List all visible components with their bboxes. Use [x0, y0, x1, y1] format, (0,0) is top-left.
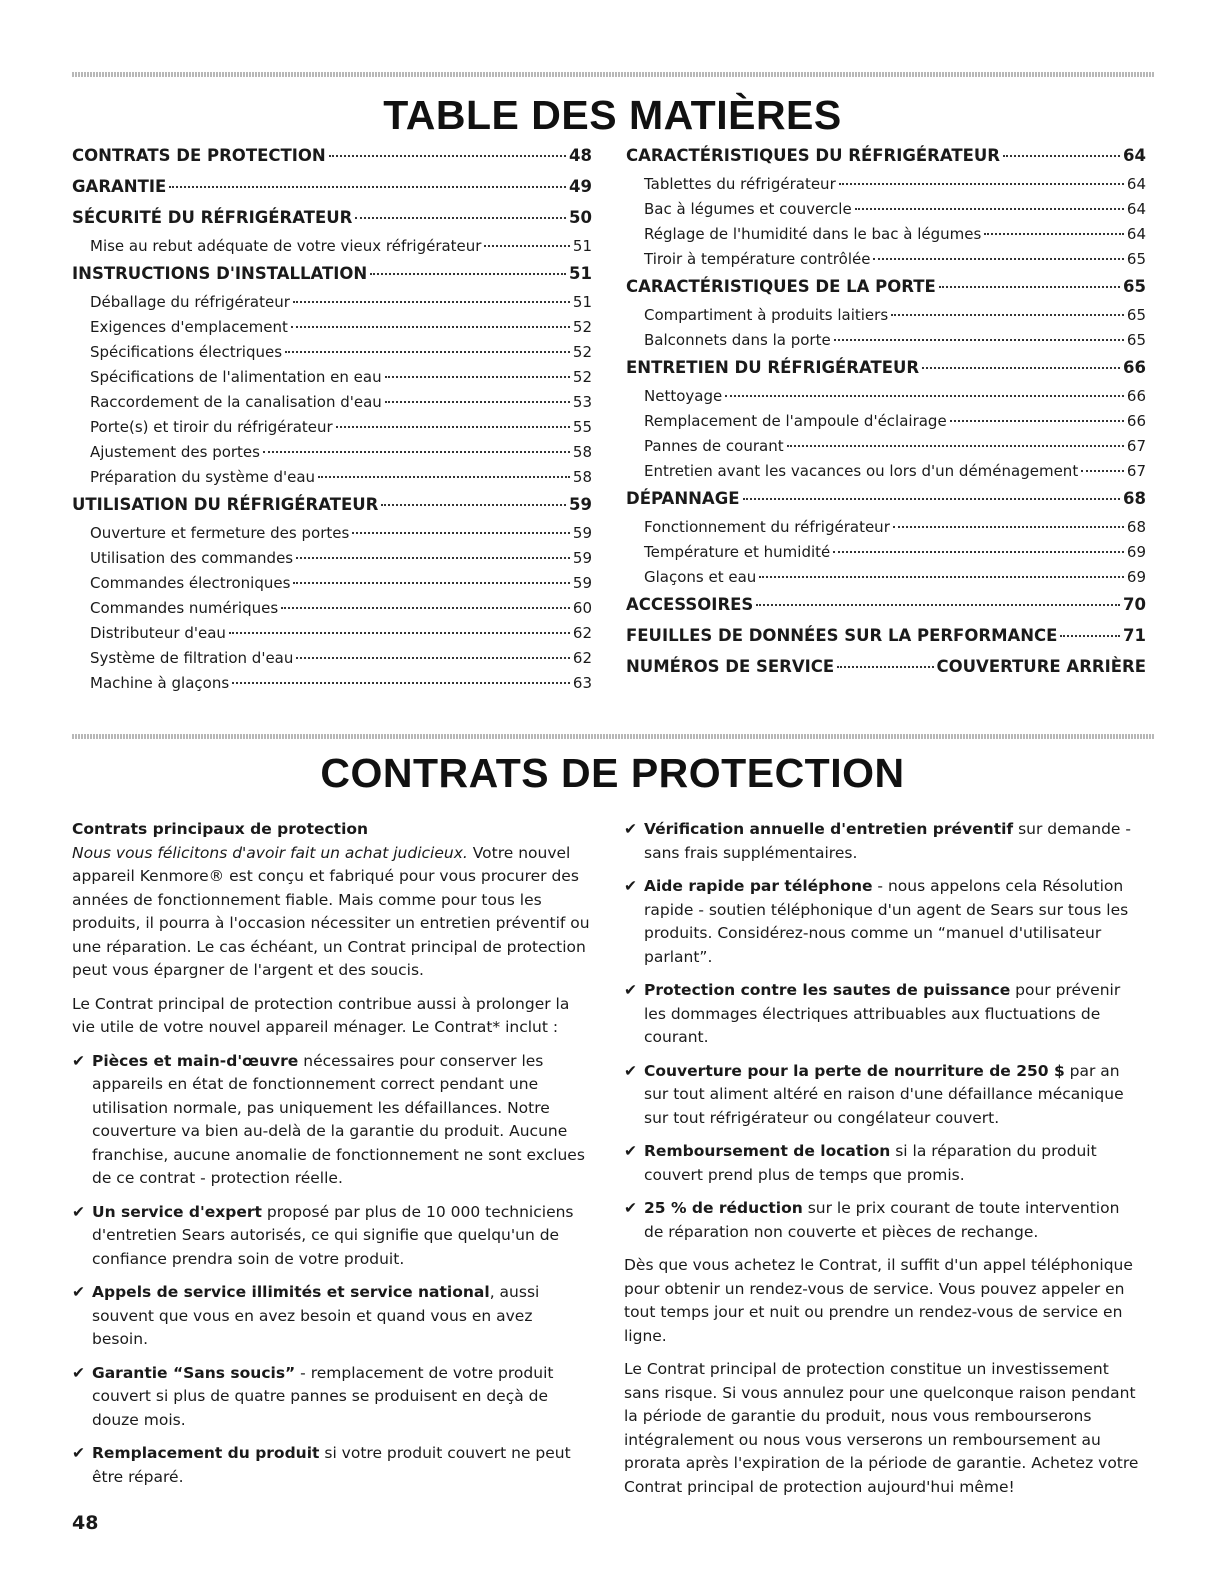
toc-subentry [72, 649, 592, 674]
toc-section-entry [72, 262, 592, 293]
benefit-item [624, 818, 1142, 865]
benefit-lead: Un service d'expert [92, 1202, 262, 1221]
toc-entry-label: Machine à glaçons [90, 674, 230, 692]
toc-entry-label: Déballage du réfrigérateur [90, 293, 290, 311]
toc-page-number: 70 [1123, 595, 1146, 614]
toc-entry-label: Tiroir à température contrôlée [644, 250, 871, 268]
toc-section-entry [626, 624, 1146, 655]
benefit-lead: 25 % de réduction [644, 1199, 803, 1217]
toc-entry-label: SÉCURITÉ DU RÉFRIGÉRATEUR [72, 208, 353, 227]
checkmark-icon: ✔ [72, 1202, 85, 1221]
toc-leader-dots [837, 666, 933, 668]
toc-page-number: 66 [1126, 412, 1146, 430]
benefit-list-right [624, 818, 1142, 1244]
toc-subentry [72, 293, 592, 318]
toc-entry-label: Raccordement de la canalisation d'eau [90, 393, 382, 411]
toc-leader-dots [329, 155, 566, 157]
toc-page-number: 65 [1126, 331, 1146, 349]
toc-leader-dots [743, 498, 1121, 500]
subsection-heading: Contrats principaux de protection [72, 820, 369, 838]
checkmark-icon: ✔ [624, 877, 637, 895]
checkmark-icon: ✔ [72, 1363, 85, 1382]
toc-page-number: 62 [572, 624, 592, 642]
appointment-paragraph: Dès que vous achetez le Contrat, il suffit d'un appel téléphonique pour obtenir un rendez-vous de service. Vous pouvez appeler en tout temps jour et nuit ou prendre un rendez-vous de service en ligne. [624, 1256, 1133, 1345]
page-number: 48 [72, 1512, 99, 1534]
toc-leader-dots [169, 186, 566, 188]
benefit-item [72, 1281, 590, 1352]
toc-entry-label: CARACTÉRISTIQUES DE LA PORTE [626, 277, 936, 296]
toc-section-entry [72, 144, 592, 175]
toc-page-number: 51 [569, 264, 592, 283]
toc-page-number: 69 [1126, 568, 1146, 586]
toc-subentry [72, 343, 592, 368]
toc-entry-label: Ajustement des portes [90, 443, 260, 461]
intro-italic: Nous vous félicitons d'avoir fait un achat judicieux. [72, 843, 468, 862]
toc-leader-dots [281, 607, 570, 609]
toc-entry-label: Température et humidité [644, 543, 831, 561]
toc-page-number: 49 [569, 177, 592, 196]
toc-entry-label: Préparation du système d'eau [90, 468, 316, 486]
toc-section-entry [626, 593, 1146, 624]
toc-page-number: 68 [1123, 489, 1146, 508]
toc-page-number: 71 [1123, 626, 1146, 645]
toc-subentry [72, 574, 592, 599]
protection-right-column [624, 818, 1142, 1509]
toc-leader-dots [922, 367, 1120, 369]
toc-leader-dots [759, 576, 1124, 578]
toc-subentry [72, 468, 592, 493]
toc-entry-label: NUMÉROS DE SERVICE [626, 657, 835, 676]
benefit-item [72, 1362, 590, 1433]
toc-entry-label: Exigences d'emplacement [90, 318, 288, 336]
toc-subentry [72, 624, 592, 649]
toc-page-number: 63 [572, 674, 592, 692]
protection-left-column [72, 818, 590, 1499]
benefit-lead: Remplacement du produit [92, 1444, 320, 1462]
toc-leader-dots [855, 208, 1124, 210]
toc-entry-label: CARACTÉRISTIQUES DU RÉFRIGÉRATEUR [626, 146, 1001, 165]
toc-page-number: 51 [572, 293, 592, 311]
toc-entry-label: Système de filtration d'eau [90, 649, 294, 667]
toc-entry-label: Spécifications de l'alimentation en eau [90, 368, 382, 386]
toc-leader-dots [229, 632, 570, 634]
toc-entry-label: Mise au rebut adéquate de votre vieux réfrigérateur [90, 237, 482, 255]
toc-page-number: 52 [572, 368, 592, 386]
toc-subentry [626, 437, 1146, 462]
toc-entry-label: Tablettes du réfrigérateur [644, 175, 836, 193]
toc-leader-dots [725, 395, 1124, 397]
toc-leader-dots [232, 682, 570, 684]
benefit-item [72, 1050, 590, 1191]
toc-page-number: 65 [1126, 306, 1146, 324]
benefit-lead: Garantie “Sans soucis” [92, 1363, 296, 1382]
toc-entry-label: Fonctionnement du réfrigérateur [644, 518, 890, 536]
benefit-text: si la réparation du produit couvert prend plus de temps que promis. [644, 1142, 1097, 1184]
toc-section-entry [626, 655, 1146, 686]
toc-leader-dots [293, 301, 570, 303]
benefit-lead: Pièces et main-d'œuvre [92, 1051, 299, 1070]
toc-subentry [626, 250, 1146, 275]
benefit-text: nécessaires pour conserver les appareils en état de fonctionnement correct pendant une utilisation normale, pas uniquement les défaillances. Notre couverture va bien au-delà de la garantie du produit. Aucune franchise, aucune anomalie de fonctionnement ne sont exclues de ce contrat - protection réelle. [92, 1051, 585, 1187]
toc-subentry [626, 200, 1146, 225]
toc-leader-dots [1081, 470, 1124, 472]
toc-leader-dots [296, 557, 570, 559]
toc-left-column [72, 144, 592, 699]
toc-subentry [72, 549, 592, 574]
benefit-text: sur demande - sans frais supplémentaires. [644, 820, 1131, 862]
benefit-text: , aussi souvent que vous en avez besoin et quand vous en avez besoin. [92, 1283, 540, 1348]
toc-subentry [626, 543, 1146, 568]
toc-page-number: 66 [1123, 358, 1146, 377]
contract-paragraph: Le Contrat principal de protection contribue aussi à prolonger la vie utile de votre nouvel appareil ménager. Le Contrat* inclut : [72, 994, 570, 1036]
toc-entry-label: Commandes numériques [90, 599, 279, 617]
toc-leader-dots [756, 604, 1120, 606]
toc-page-number: 59 [572, 524, 592, 542]
benefit-item [72, 1201, 590, 1272]
checkmark-icon: ✔ [72, 1444, 85, 1462]
toc-page-number: 64 [1126, 200, 1146, 218]
benefit-lead: Appels de service illimités et service national [92, 1283, 490, 1301]
toc-leader-dots [891, 314, 1124, 316]
benefit-item [624, 979, 1142, 1050]
toc-entry-label: INSTRUCTIONS D'INSTALLATION [72, 264, 368, 283]
toc-entry-label: UTILISATION DU RÉFRIGÉRATEUR [72, 495, 379, 514]
checkmark-icon: ✔ [624, 981, 637, 999]
toc-page-number: 50 [569, 208, 592, 227]
toc-entry-label: GARANTIE [72, 177, 167, 196]
toc-leader-dots [984, 233, 1124, 235]
benefit-item [72, 1442, 590, 1489]
toc-page-number: 62 [572, 649, 592, 667]
toc-page-number: 66 [1126, 387, 1146, 405]
refund-paragraph: Le Contrat principal de protection constitue un investissement sans risque. Si vous annulez pour une quelconque raison pendant la période de garantie du produit, nous vous rembourserons intégralement ou nous vous verserons un remboursement au prorata après l'expiration de la période de garantie. Achetez votre Contrat principal de protection aujourd'hui même! [624, 1360, 1139, 1496]
toc-subentry [72, 599, 592, 624]
toc-subentry [626, 225, 1146, 250]
toc-subentry [626, 518, 1146, 543]
toc-subentry [72, 393, 592, 418]
toc-section-entry [72, 175, 592, 206]
toc-subentry [72, 524, 592, 549]
toc-page-number: 52 [572, 343, 592, 361]
benefit-list-left [72, 1050, 590, 1490]
checkmark-icon: ✔ [624, 1142, 637, 1160]
benefit-lead: Couverture pour la perte de nourriture de 250 $ [644, 1061, 1065, 1080]
toc-subentry [72, 318, 592, 343]
toc-leader-dots [296, 657, 570, 659]
benefit-text: pour prévenir les dommages électriques attribuables aux fluctuations de courant. [644, 981, 1121, 1046]
toc-leader-dots [318, 476, 570, 478]
benefit-text: - remplacement de votre produit couvert si plus de quatre pannes se produisent en deçà de douze mois. [92, 1363, 554, 1429]
toc-subentry [626, 306, 1146, 331]
benefit-item [624, 1060, 1142, 1131]
toc-leader-dots [939, 286, 1120, 288]
benefit-lead: Protection contre les sautes de puissance [644, 981, 1011, 999]
benefit-lead: Remboursement de location [644, 1142, 891, 1160]
toc-section-entry [626, 144, 1146, 175]
toc-entry-label: DÉPANNAGE [626, 489, 740, 508]
toc-leader-dots [833, 551, 1124, 553]
toc-page-number: 53 [572, 393, 592, 411]
toc-title: TABLE DES MATIÈRES [383, 92, 842, 138]
toc-subentry [72, 418, 592, 443]
toc-entry-label: Spécifications électriques [90, 343, 283, 361]
toc-page-number: 69 [1126, 543, 1146, 561]
toc-leader-dots [336, 426, 570, 428]
toc-page-number: 52 [572, 318, 592, 336]
toc-subentry [72, 674, 592, 699]
toc-subentry [72, 237, 592, 262]
benefit-lead: Aide rapide par téléphone [644, 877, 873, 895]
toc-entry-label: FEUILLES DE DONNÉES SUR LA PERFORMANCE [626, 626, 1058, 645]
toc-entry-label: Compartiment à produits laitiers [644, 306, 889, 324]
toc-leader-dots [385, 401, 570, 403]
toc-leader-dots [1060, 635, 1120, 637]
toc-entry-label: Pannes de courant [644, 437, 784, 455]
toc-leader-dots [484, 245, 569, 247]
intro-text: Votre nouvel appareil Kenmore® est conçu et fabriqué pour vous procurer des années de fonctionnement fiable. Mais comme pour tous les produits, il pourra à l'occasion nécessiter un entretien préventif ou une réparation. Le cas échéant, un Contrat principal de protection peut vous épargner de l'argent et des soucis. [72, 843, 590, 979]
benefit-text: - nous appelons cela Résolution rapide - soutien téléphonique d'un agent de Sears sur tous les produits. Considérez-nous comme un “manuel d'utilisateur parlant”. [644, 877, 1129, 966]
toc-entry-label: ENTRETIEN DU RÉFRIGÉRATEUR [626, 358, 920, 377]
checkmark-icon: ✔ [624, 1199, 637, 1217]
toc-subentry [72, 368, 592, 393]
toc-page-number: 58 [572, 443, 592, 461]
toc-leader-dots [263, 451, 570, 453]
toc-page-number: 58 [572, 468, 592, 486]
benefit-text: par an sur tout aliment altéré en raison d'une défaillance mécanique sur tout réfrigérateur ou congélateur couvert. [644, 1061, 1124, 1127]
benefit-lead: Vérification annuelle d'entretien préventif [644, 820, 1014, 838]
toc-entry-label: Bac à légumes et couvercle [644, 200, 852, 218]
toc-entry-label: Distributeur d'eau [90, 624, 226, 642]
toc-page-number: 64 [1126, 225, 1146, 243]
checkmark-icon: ✔ [72, 1283, 85, 1301]
toc-page-number: 68 [1126, 518, 1146, 536]
benefit-text: proposé par plus de 10 000 techniciens d'entretien Sears autorisés, ce qui signifie que quelqu'un de confiance prendra soin de votre produit. [92, 1202, 574, 1268]
toc-entry-label: Réglage de l'humidité dans le bac à légumes [644, 225, 982, 243]
toc-page-number: 59 [572, 549, 592, 567]
toc-page-number: 64 [1126, 175, 1146, 193]
toc-section-entry [626, 487, 1146, 518]
toc-page-number: COUVERTURE ARRIÈRE [936, 657, 1146, 676]
toc-right-column [626, 144, 1146, 686]
benefit-text: sur le prix courant de toute intervention de réparation non couverte et pièces de rechange. [644, 1199, 1120, 1241]
toc-leader-dots [839, 183, 1124, 185]
toc-page-number: 64 [1123, 146, 1146, 165]
toc-subentry [626, 412, 1146, 437]
toc-leader-dots [950, 420, 1124, 422]
top-divider [72, 72, 1154, 77]
toc-section-entry [72, 493, 592, 524]
benefit-item [624, 1197, 1142, 1244]
checkmark-icon: ✔ [624, 1061, 637, 1080]
toc-leader-dots [285, 351, 570, 353]
toc-section-entry [626, 356, 1146, 387]
toc-page-number: 51 [572, 237, 592, 255]
toc-entry-label: ACCESSOIRES [626, 595, 754, 614]
toc-page-number: 65 [1126, 250, 1146, 268]
toc-subentry [626, 568, 1146, 593]
toc-entry-label: Glaçons et eau [644, 568, 757, 586]
toc-subentry [626, 175, 1146, 200]
toc-entry-label: Nettoyage [644, 387, 723, 405]
toc-entry-label: Porte(s) et tiroir du réfrigérateur [90, 418, 333, 436]
toc-leader-dots [893, 526, 1124, 528]
toc-entry-label: Balconnets dans la porte [644, 331, 831, 349]
toc-section-entry [72, 206, 592, 237]
toc-leader-dots [291, 326, 570, 328]
toc-entry-label: Utilisation des commandes [90, 549, 294, 567]
protection-title: CONTRATS DE PROTECTION [320, 750, 905, 796]
section-divider [72, 734, 1154, 739]
benefit-item [624, 1140, 1142, 1187]
toc-leader-dots [873, 258, 1123, 260]
toc-page-number: 59 [569, 495, 592, 514]
toc-entry-label: Entretien avant les vacances ou lors d'un déménagement [644, 462, 1079, 480]
toc-leader-dots [293, 582, 569, 584]
toc-leader-dots [834, 339, 1124, 341]
toc-leader-dots [370, 273, 566, 275]
toc-subentry [626, 462, 1146, 487]
toc-page-number: 48 [569, 146, 592, 165]
toc-page-number: 67 [1126, 462, 1146, 480]
toc-entry-label: Ouverture et fermeture des portes [90, 524, 350, 542]
checkmark-icon: ✔ [72, 1051, 85, 1070]
benefit-text: si votre produit couvert ne peut être réparé. [92, 1444, 571, 1486]
toc-page-number: 59 [572, 574, 592, 592]
toc-page-number: 60 [572, 599, 592, 617]
toc-leader-dots [355, 217, 566, 219]
toc-leader-dots [352, 532, 570, 534]
toc-entry-label: Commandes électroniques [90, 574, 291, 592]
toc-leader-dots [385, 376, 570, 378]
toc-section-entry [626, 275, 1146, 306]
toc-leader-dots [787, 445, 1124, 447]
toc-entry-label: CONTRATS DE PROTECTION [72, 146, 326, 165]
checkmark-icon: ✔ [624, 820, 637, 838]
intro-paragraph [72, 818, 590, 983]
toc-subentry [72, 443, 592, 468]
toc-leader-dots [381, 504, 566, 506]
toc-page-number: 67 [1126, 437, 1146, 455]
toc-subentry [626, 331, 1146, 356]
toc-subentry [626, 387, 1146, 412]
toc-page-number: 55 [572, 418, 592, 436]
toc-page-number: 65 [1123, 277, 1146, 296]
toc-entry-label: Remplacement de l'ampoule d'éclairage [644, 412, 947, 430]
toc-leader-dots [1003, 155, 1120, 157]
benefit-item [624, 875, 1142, 969]
